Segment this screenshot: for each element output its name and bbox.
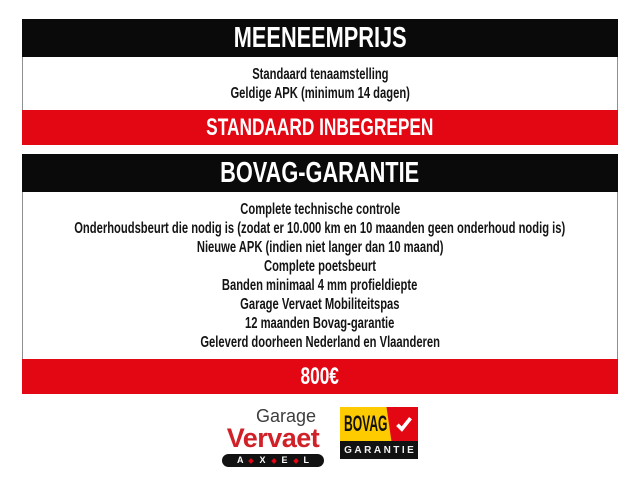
checkmark-icon (395, 416, 413, 432)
garantie-item-text: Nieuwe APK (indien niet langer dan 10 maand) (196, 238, 444, 256)
bovag-logo-top (340, 407, 418, 441)
garantie-item (149, 333, 491, 352)
garantie-item (144, 238, 496, 257)
garantie-item-text: Geleverd doorheen Nederland en Vlaanderen (200, 333, 440, 351)
standaard-inbegrepen-label: STANDAARD INBEGREPEN (206, 113, 434, 141)
meeneemprijs-header-bar (22, 19, 618, 57)
garantie-item (240, 257, 400, 276)
garantie-item-text: Garage Vervaet Mobiliteitspas (240, 295, 400, 313)
meeneemprijs-card (22, 19, 618, 145)
bovag-garantie-logo (340, 407, 418, 459)
garage-vervaet-logo (222, 407, 324, 467)
garantie-item-text: Complete poetsbeurt (263, 257, 376, 275)
diamond-separator-icon (271, 458, 277, 464)
bovag-logo-bottom (340, 441, 418, 459)
vervaet-wordmark: Vervaet (226, 423, 320, 453)
garantie-wordmark: GARANTIE (344, 444, 417, 456)
price-bar (22, 359, 618, 394)
garantie-item (206, 200, 435, 219)
diamond-separator-icon (249, 458, 255, 464)
garantie-item-text: 12 maanden Bovag-garantie (245, 314, 395, 332)
meeneemprijs-title: MEENEEMPRIJS (233, 21, 407, 54)
bovag-garantie-card (22, 154, 618, 394)
meeneemprijs-item (223, 65, 418, 84)
garantie-item (0, 219, 640, 238)
standaard-inbegrepen-bar (22, 110, 618, 145)
bovag-garantie-header-bar (22, 154, 618, 192)
garantie-item-text: Onderhoudsbeurt die nodig is (zodat er 10.000 km en 10 maanden geen onderhoud nodig is) (74, 219, 566, 237)
bovag-garantie-body (22, 192, 618, 359)
garage-wordmark: Garage (255, 406, 316, 426)
axel-letter: A (236, 455, 244, 465)
price-value: 800€ (300, 362, 340, 390)
garantie-item (206, 295, 434, 314)
garantie-item-text: Complete technische controle (240, 200, 400, 218)
meeneemprijs-item-text: Geldige APK (minimum 14 dagen) (230, 84, 410, 102)
axel-letter: X (259, 455, 266, 465)
axel-badge (222, 454, 324, 467)
axel-letter: E (281, 455, 288, 465)
bovag-garantie-title: BOVAG-GARANTIE (220, 156, 420, 189)
garantie-item-text: Banden minimaal 4 mm profieldiepte (222, 276, 418, 294)
axel-letter: L (303, 455, 310, 465)
garantie-item (213, 314, 426, 333)
footer-logos (0, 407, 640, 467)
meeneemprijs-body (22, 57, 618, 110)
bovag-wordmark: BOVAG (344, 411, 388, 436)
meeneemprijs-item-text: Standaard tenaamstelling (251, 65, 389, 83)
bovag-red-flag (383, 407, 418, 441)
diamond-separator-icon (293, 458, 299, 464)
meeneemprijs-item (192, 84, 448, 103)
garantie-item (180, 276, 459, 295)
